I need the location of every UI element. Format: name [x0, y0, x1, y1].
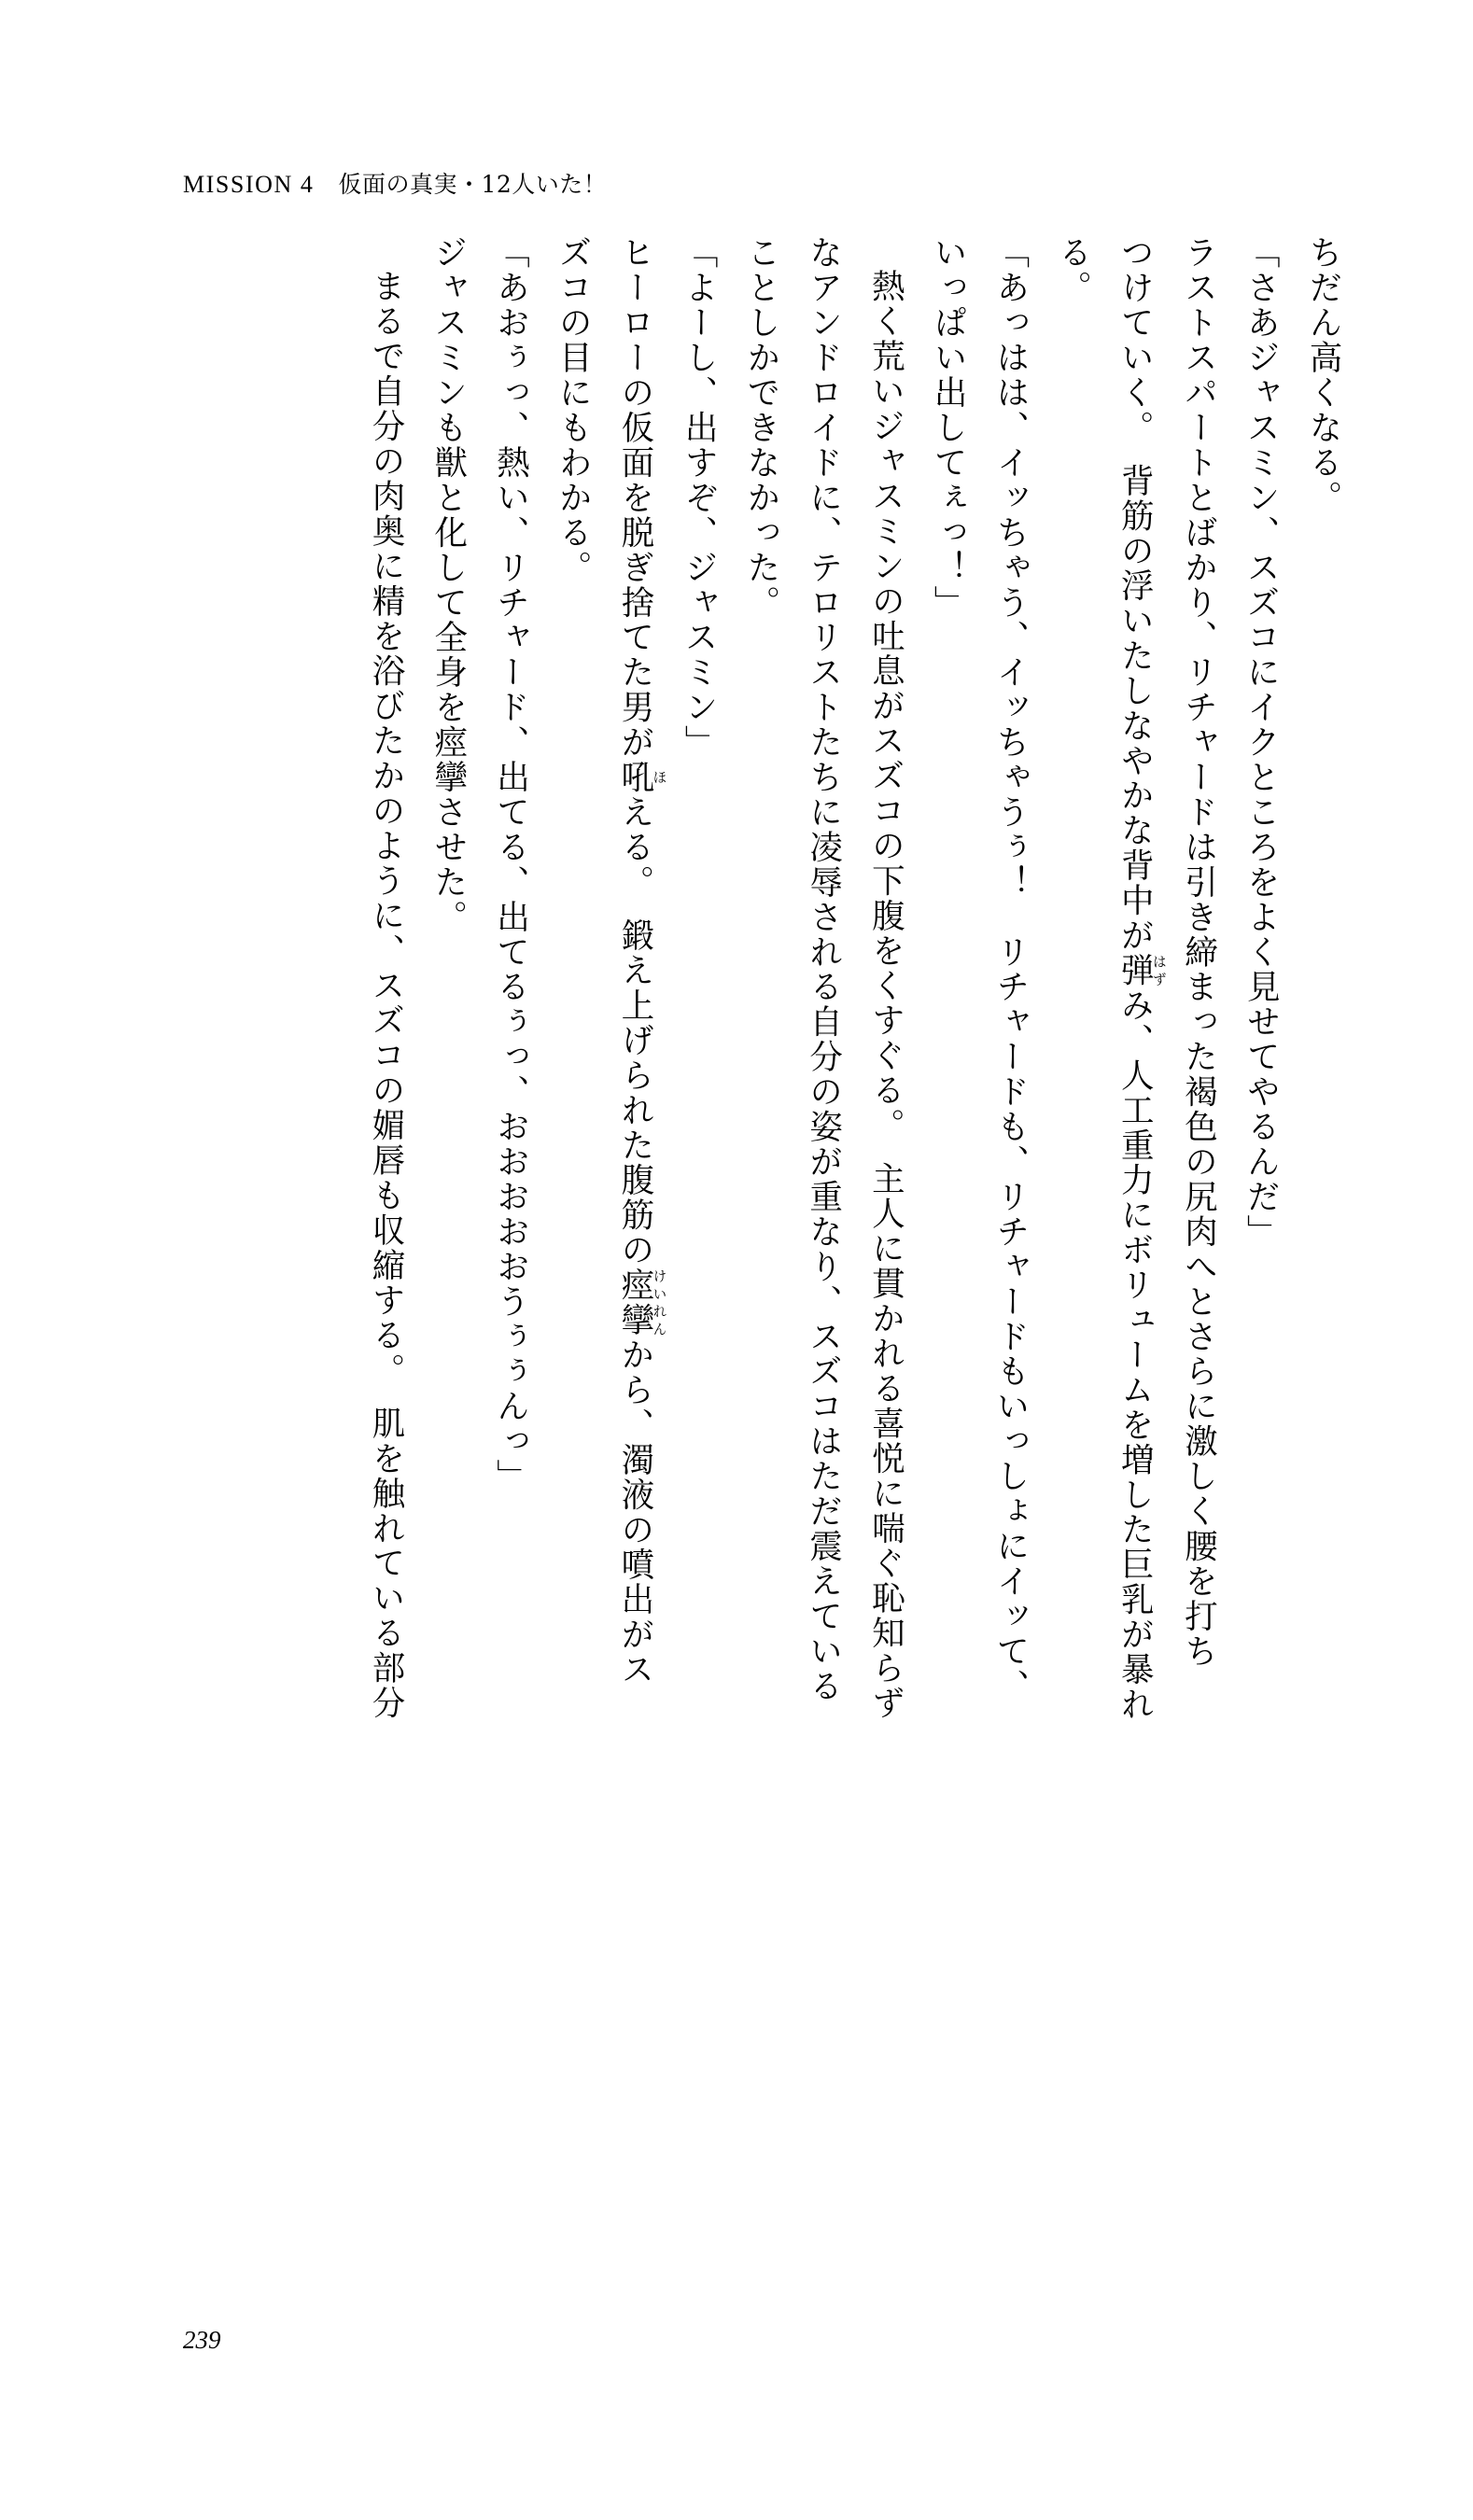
vertical-text-block — [354, 235, 1354, 2223]
text-line: る。 — [1053, 235, 1092, 305]
ruby-base: 吼 — [615, 759, 654, 795]
ruby-text: けいれん — [651, 1267, 668, 1337]
running-head-title: 仮面の真実・12人いた！ — [338, 171, 608, 198]
ruby-keiren — [615, 1267, 668, 1337]
text-line-with-ruby: つけていく。 背筋の浮いたしなやかな背中が弾はずみ、人工重力にボリュームを増した巨乳が暴れ — [1115, 235, 1168, 1722]
ruby-base: 痙攣 — [615, 1267, 654, 1337]
text-line: 「あおぅっ、熱い、リチャード、出てる、出てるぅっ、おおおおおうぅぅんっ」 — [491, 235, 530, 1494]
text-line: 熱く荒いジャスミンの吐息がスズコの下腹をくすぐる。 主人に貫かれる喜悦に喘ぐ恥知らず — [866, 268, 905, 1720]
text-line: 「あっはは、イッちゃう、イッちゃうぅ！ リチャードも、リチャードもいっしょにイッて、 — [990, 235, 1030, 1704]
text-line: ことしかできなかった。 — [741, 235, 780, 620]
text-line: まるで自分の肉奥に精を浴びたかのように、スズコの媚唇も収縮する。 肌を触れている部分 — [366, 268, 405, 1720]
text-line: いっぱい出してぇっ！」 — [929, 235, 968, 620]
text-line: ちだん高くなる。 — [1304, 235, 1342, 515]
text-line: 「さあジャスミン、スズコにイクところをよく見せてやるんだ」 — [1242, 235, 1281, 1250]
ruby-text: はず — [1150, 952, 1168, 988]
body-text-area — [140, 235, 1354, 2242]
text-line: なアンドロイドに、テロリストたちに凌辱される自分の姿が重なり、スズコはただ震えている — [804, 235, 843, 1704]
text-line: ジャスミンも獣と化して全身を痙攣させた。 — [428, 235, 468, 935]
ruby-base: 弾 — [1115, 952, 1155, 988]
page-number: 239 — [183, 2326, 221, 2354]
ruby-text: ほ — [651, 759, 668, 795]
text-line: 「よーし、出すぞ、ジャスミン」 — [680, 235, 719, 760]
text-line: ズコの目にもわかる。 — [554, 235, 593, 585]
ruby-ho — [615, 759, 668, 795]
running-head — [183, 166, 607, 200]
text-line: ラストスパートとばかり、リチャードは引き締まった褐色の尻肉へとさらに激しく腰を打ち — [1179, 235, 1218, 1669]
ruby-dan — [1115, 952, 1168, 988]
running-head-mission: MISSION 4 — [183, 171, 315, 198]
text-line-with-ruby: ヒーローの仮面を脱ぎ捨てた男が吼ほえる。 鍛え上げられた腹筋の痙攣けいれんから、濁液の噴出がス — [615, 235, 668, 1687]
